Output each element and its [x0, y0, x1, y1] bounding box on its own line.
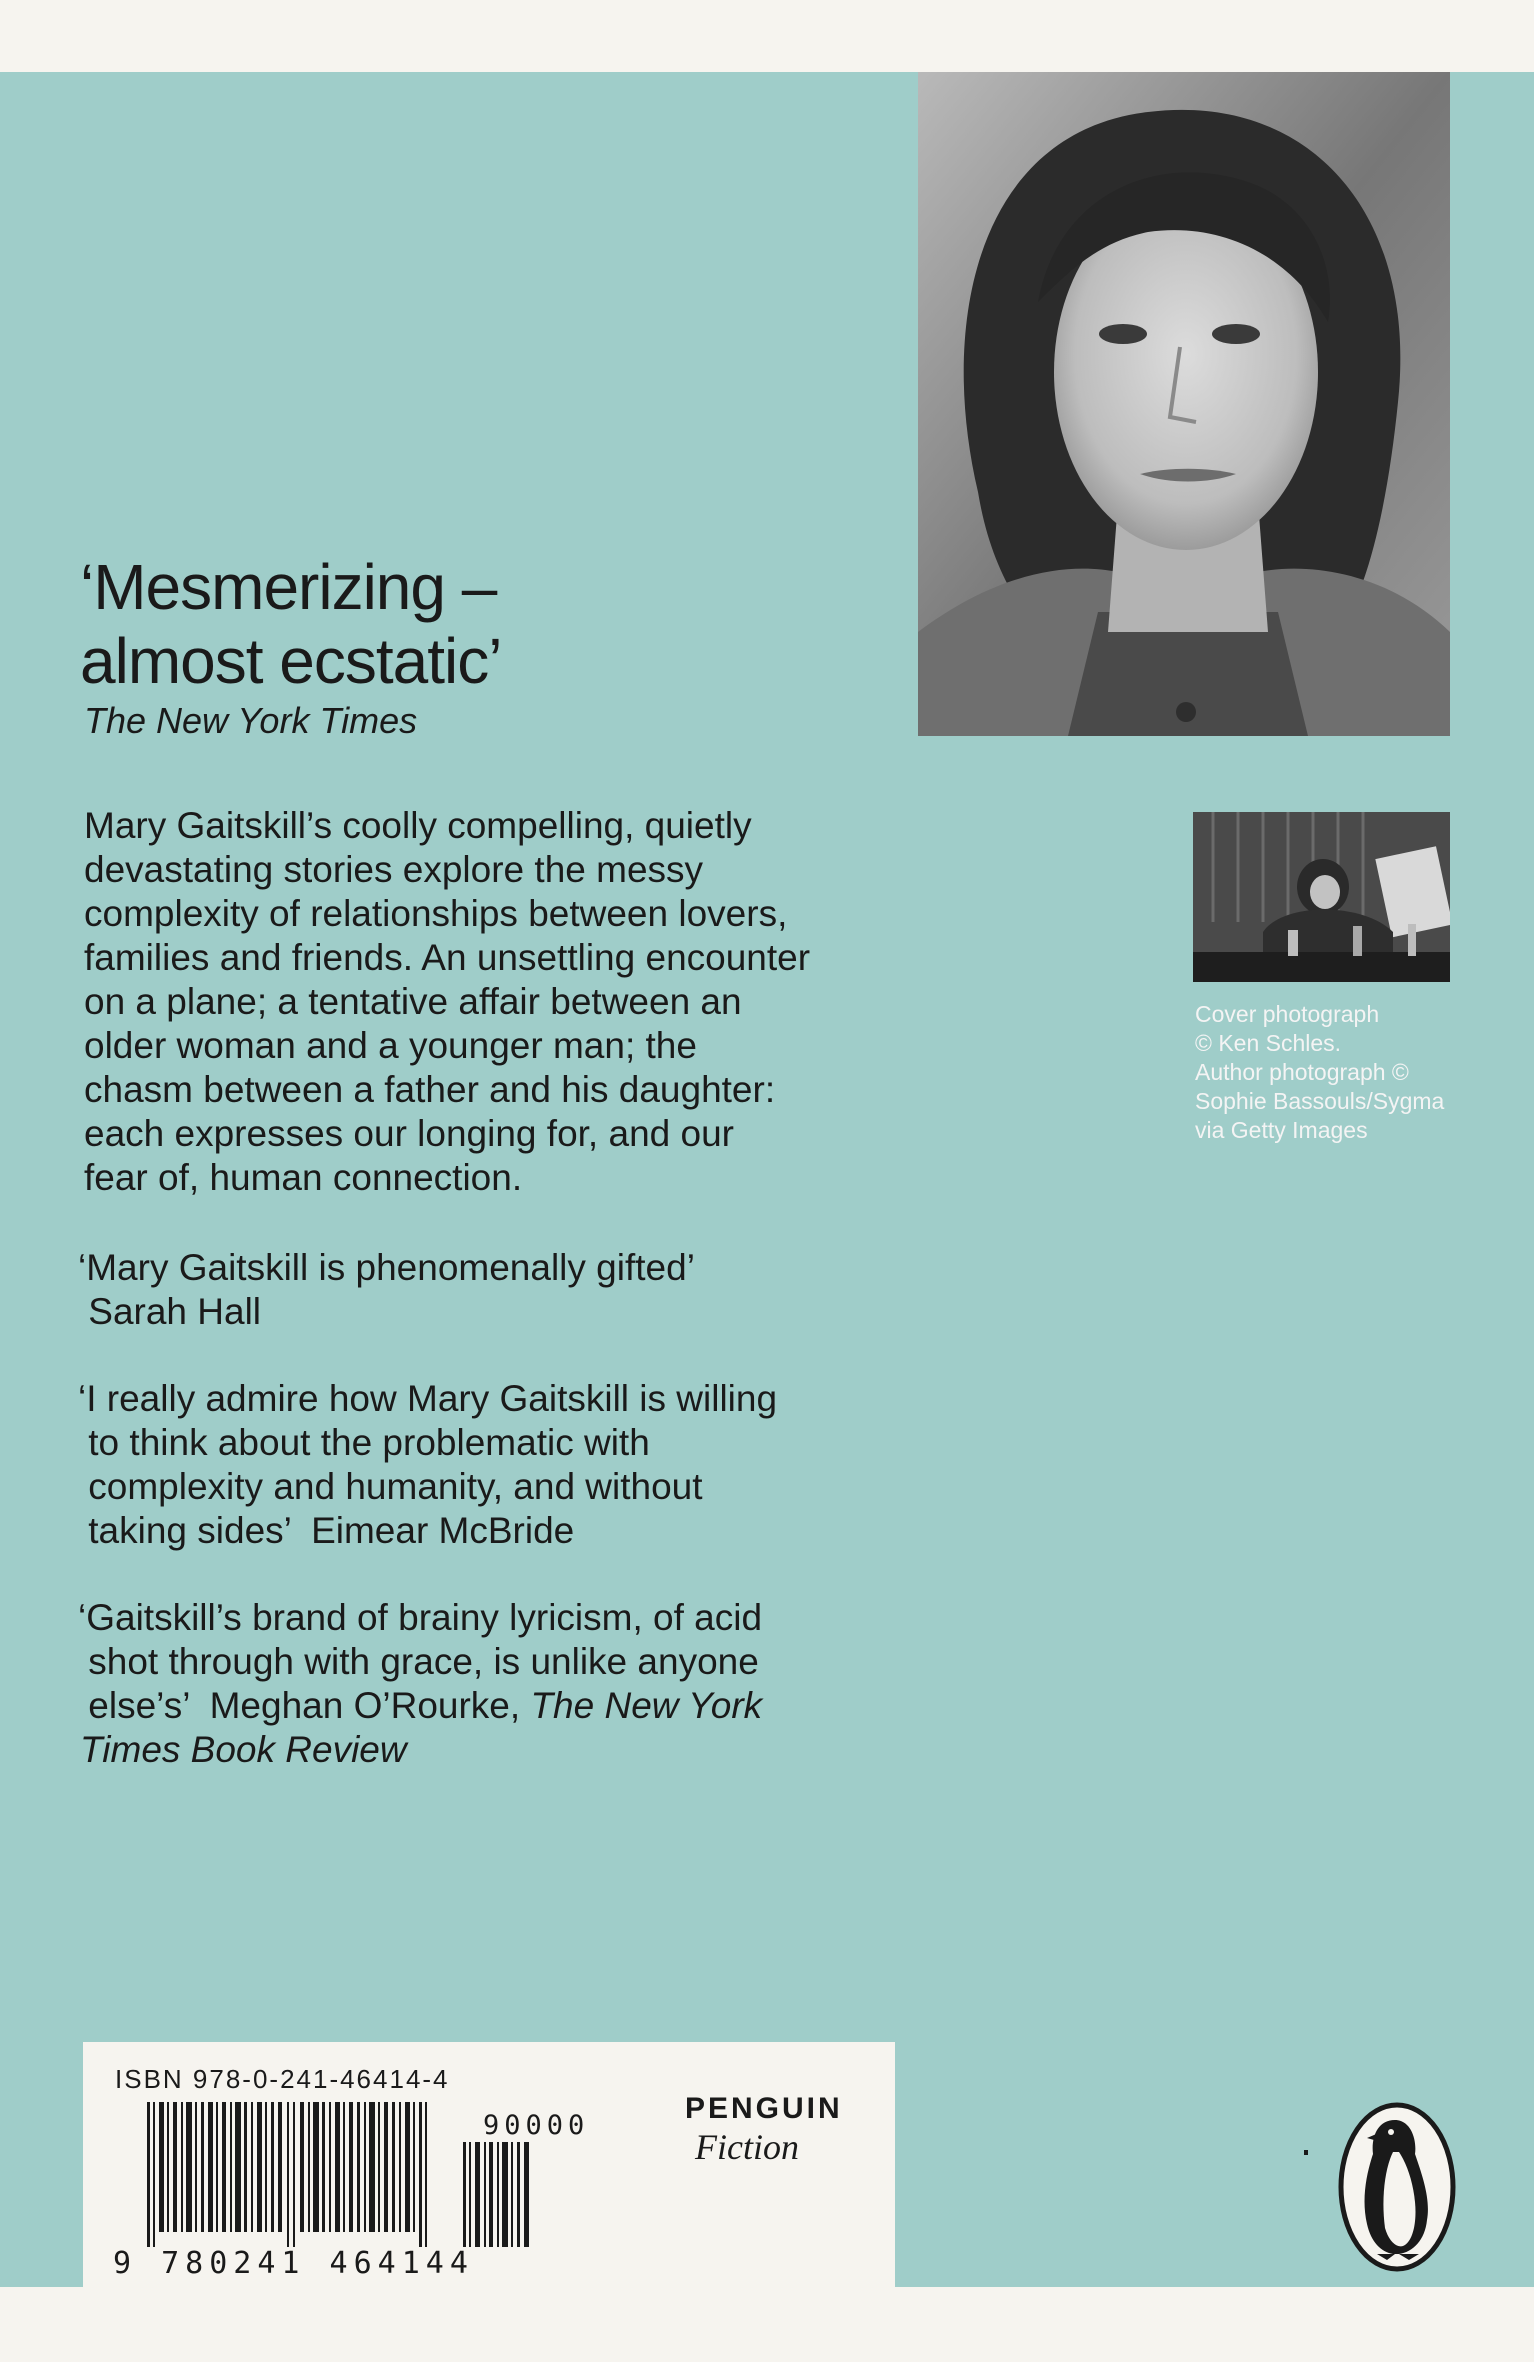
imprint-line: Fiction [695, 2127, 799, 2167]
quote-source-italic: The New York [530, 1685, 763, 1726]
blurb-line: older woman and a younger man; the [84, 1025, 697, 1066]
penguin-logo-icon [1337, 2102, 1457, 2272]
headline-line-1: ‘Mesmerizing – [80, 551, 497, 623]
blurb-line: Mary Gaitskill’s coolly compelling, quietly [84, 805, 752, 846]
review-quote-sarah-hall [78, 1246, 695, 1334]
quote-source-italic: Times Book Review [80, 1729, 407, 1770]
author-portrait-art [918, 72, 1450, 736]
quote-line: taking sides’ Eimear McBride [78, 1510, 575, 1551]
quote-line: ‘I really admire how Mary Gaitskill is willing [78, 1378, 778, 1419]
blurb-line: each expresses our longing for, and our [84, 1113, 734, 1154]
blurb-line: fear of, human connection. [84, 1157, 523, 1198]
headline-source: The New York Times [84, 700, 418, 741]
blurb-line: on a plane; a tentative affair between an [84, 981, 742, 1022]
blurb-line: complexity of relationships between lovers, [84, 893, 788, 934]
credit-line: via Getty Images [1195, 1117, 1368, 1143]
credit-line: Sophie Bassouls/Sygma [1195, 1088, 1445, 1114]
isbn-label: ISBN 978-0-241-46414-4 [115, 2064, 450, 2094]
book-blurb [84, 804, 914, 1200]
cover-thumbnail-art [1193, 812, 1450, 982]
blurb-line: devastating stories explore the messy [84, 849, 704, 890]
imprint-brand: PENGUIN [685, 2092, 843, 2125]
quote-line: to think about the problematic with [78, 1422, 650, 1463]
blurb-line: chasm between a father and his daughter: [84, 1069, 776, 1110]
isbn-barcode-graphic [145, 2102, 535, 2247]
quote-line: else’s’ Meghan O’Rourke, [78, 1685, 531, 1726]
review-quote-meghan-orourke [78, 1596, 762, 1772]
headline-line-2: almost ecstatic’ [80, 625, 502, 697]
decorative-dot [1304, 2150, 1308, 2155]
review-quote-eimear-mcbride [78, 1377, 777, 1553]
quote-line: Sarah Hall [78, 1291, 262, 1332]
quote-line: ‘Gaitskill’s brand of brainy lyricism, of acid [78, 1597, 763, 1638]
back-cover [0, 72, 1534, 2287]
quote-line: shot through with grace, is unlike anyone [78, 1641, 759, 1682]
headline-quote [80, 550, 501, 698]
quote-line: ‘Mary Gaitskill is phenomenally gifted’ [78, 1247, 695, 1288]
credit-line: Author photograph © [1195, 1059, 1409, 1085]
credit-line: © Ken Schles. [1195, 1030, 1342, 1056]
quote-line: complexity and humanity, and without [78, 1466, 703, 1507]
barcode-digits: 9 780241 464144 [113, 2246, 474, 2281]
blurb-line: families and friends. An unsettling encounter [84, 937, 811, 978]
barcode-panel [83, 2042, 895, 2287]
photo-credits [1195, 1000, 1495, 1145]
cover-photograph-thumbnail [1193, 812, 1450, 982]
price-addon-digits: 90000 [483, 2110, 590, 2141]
author-photograph [918, 72, 1450, 736]
credit-line: Cover photograph [1195, 1001, 1380, 1027]
